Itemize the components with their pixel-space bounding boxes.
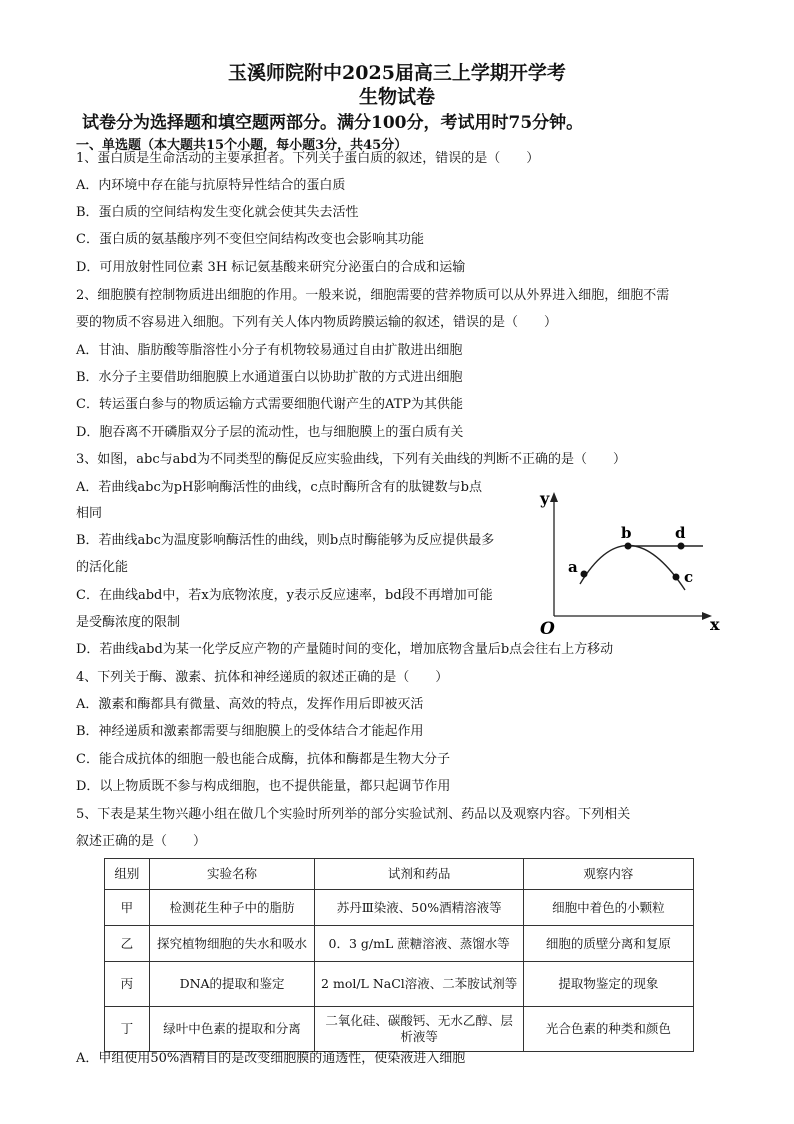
question-5-stem-line-1: 5、下表是某生物兴趣小组在做几个实验时所列举的部分实验试剂、药品以及观察内容。下列相关 [76, 807, 631, 822]
point-b-label: b [621, 524, 632, 542]
exam-instructions: 试卷分为选择题和填空题两部分。满分100分，考试用时75分钟。 [82, 113, 584, 133]
table-row [105, 890, 694, 926]
table-header-cell: 组别 [105, 859, 150, 890]
table-cell: 细胞中着色的小颗粒 [523, 890, 693, 926]
curve-abc [580, 545, 685, 590]
question-2-option-c: C．转运蛋白参与的物质运输方式需要细胞代谢产生的ATP为其供能 [76, 397, 464, 412]
question-4-option-c: C．能合成抗体的细胞一般也能合成酶，抗体和酶都是生物大分子 [76, 752, 450, 767]
x-axis-label: x [710, 615, 720, 634]
table-cell: 二氧化硅、碳酸钙、无水乙醇、层析液等 [315, 1007, 523, 1052]
point-d [678, 543, 685, 550]
table-cell: 光合色素的种类和颜色 [523, 1007, 693, 1052]
table-cell: 细胞的质壁分离和复原 [523, 926, 693, 962]
question-1-option-b: B．蛋白质的空间结构发生变化就会使其失去活性 [76, 205, 359, 220]
table-cell: 检测花生种子中的脂肪 [149, 890, 315, 926]
question-2-stem-line-1: 2、细胞膜有控制物质进出细胞的作用。一般来说，细胞需要的营养物质可以从外界进入细胞，细胞不需 [76, 288, 670, 303]
question-4-option-a: A．激素和酶都具有微量、高效的特点，发挥作用后即被灭活 [76, 697, 424, 712]
table-cell: DNA的提取和鉴定 [149, 962, 315, 1007]
question-3-option-d: D．若曲线abd为某一化学反应产物的产量随时间的变化，增加底物含量后b点会往右上方移动 [76, 642, 614, 657]
point-b [625, 543, 632, 550]
question-5-option-a: A．甲组使用50%酒精目的是改变细胞膜的通透性，使染液进入细胞 [76, 1051, 466, 1066]
question-5-stem-line-2: 叙述正确的是（ ） [76, 834, 207, 849]
table-header-cell: 观察内容 [523, 859, 693, 890]
experiment-table [104, 858, 694, 1052]
table-cell: 提取物鉴定的现象 [523, 962, 693, 1007]
point-c-label: c [684, 568, 694, 586]
question-1-option-d: D．可用放射性同位素 3H 标记氨基酸来研究分泌蛋白的合成和运输 [76, 260, 466, 275]
table-cell: 甲 [105, 890, 150, 926]
question-1-option-a: A．内环境中存在能与抗原特异性结合的蛋白质 [76, 178, 346, 193]
question-2-stem-line-2: 要的物质不容易进入细胞。下列有关人体内物质跨膜运输的叙述，错误的是（ ） [76, 315, 558, 330]
question-4-option-b: B．神经递质和激素都需要与细胞膜上的受体结合才能起作用 [76, 724, 424, 739]
table-cell: 苏丹Ⅲ染液、50%酒精溶液等 [315, 890, 523, 926]
section-title: 一、单选题（本大题共15个小题，每小题3分，共45分） [76, 138, 408, 153]
table-row [105, 926, 694, 962]
point-a [581, 571, 588, 578]
y-axis-label: y [540, 489, 550, 508]
exam-title: 玉溪师院附中2025届高三上学期开学考 [228, 62, 566, 84]
table-cell: 丙 [105, 962, 150, 1007]
y-axis-arrow [550, 492, 558, 502]
point-d-label: d [675, 524, 686, 542]
question-3-option-c: C．在曲线abd中，若x为底物浓度，y表示反应速率，bd段不再增加可能 [76, 588, 493, 603]
question-3-option-a: A．若曲线abc为pH影响酶活性的曲线，c点时酶所含有的肽键数与b点 [76, 480, 483, 495]
table-header-row [105, 859, 694, 890]
table-header-cell: 试剂和药品 [315, 859, 523, 890]
question-1-stem: 1、蛋白质是生命活动的主要承担者。下列关于蛋白质的叙述，错误的是（ ） [76, 151, 540, 166]
origin-label: O [540, 619, 555, 638]
table-cell: 乙 [105, 926, 150, 962]
question-2-option-d: D．胞吞离不开磷脂双分子层的流动性，也与细胞膜上的蛋白质有关 [76, 425, 464, 440]
question-4-option-d: D．以上物质既不参与构成细胞，也不提供能量，都只起调节作用 [76, 779, 451, 794]
exam-subject: 生物试卷 [358, 86, 435, 108]
question-3-option-c-cont: 是受酶浓度的限制 [76, 615, 181, 630]
question-2-option-b: B．水分子主要借助细胞膜上水通道蛋白以协助扩散的方式进出细胞 [76, 370, 463, 385]
table-row [105, 962, 694, 1007]
table-cell: 绿叶中色素的提取和分离 [149, 1007, 315, 1052]
table-row [105, 1007, 694, 1052]
question-3-option-a-cont: 相同 [76, 506, 103, 521]
table-cell: 丁 [105, 1007, 150, 1052]
table-cell: 0．3 g/mL 蔗糖溶液、蒸馏水等 [315, 926, 523, 962]
question-4-stem: 4、下列关于酶、激素、抗体和神经递质的叙述正确的是（ ） [76, 670, 449, 685]
question-3-stem: 3、如图，abc与abd为不同类型的酶促反应实验曲线，下列有关曲线的判断不正确的是（ ） [76, 452, 627, 467]
point-c [673, 574, 680, 581]
question-1-option-c: C．蛋白质的氨基酸序列不变但空间结构改变也会影响其功能 [76, 232, 424, 247]
point-a-label: a [568, 558, 578, 576]
table-cell: 探究植物细胞的失水和吸水 [149, 926, 315, 962]
question-3-option-b-cont: 的活化能 [76, 560, 129, 575]
table-header-cell: 实验名称 [149, 859, 315, 890]
question-2-option-a: A．甘油、脂肪酸等脂溶性小分子有机物较易通过自由扩散进出细胞 [76, 343, 463, 358]
enzyme-curve-figure [528, 484, 728, 638]
question-3-option-b: B．若曲线abc为温度影响酶活性的曲线，则b点时酶能够为反应提供最多 [76, 533, 495, 548]
table-cell: 2 mol/L NaCl溶液、二苯胺试剂等 [315, 962, 523, 1007]
